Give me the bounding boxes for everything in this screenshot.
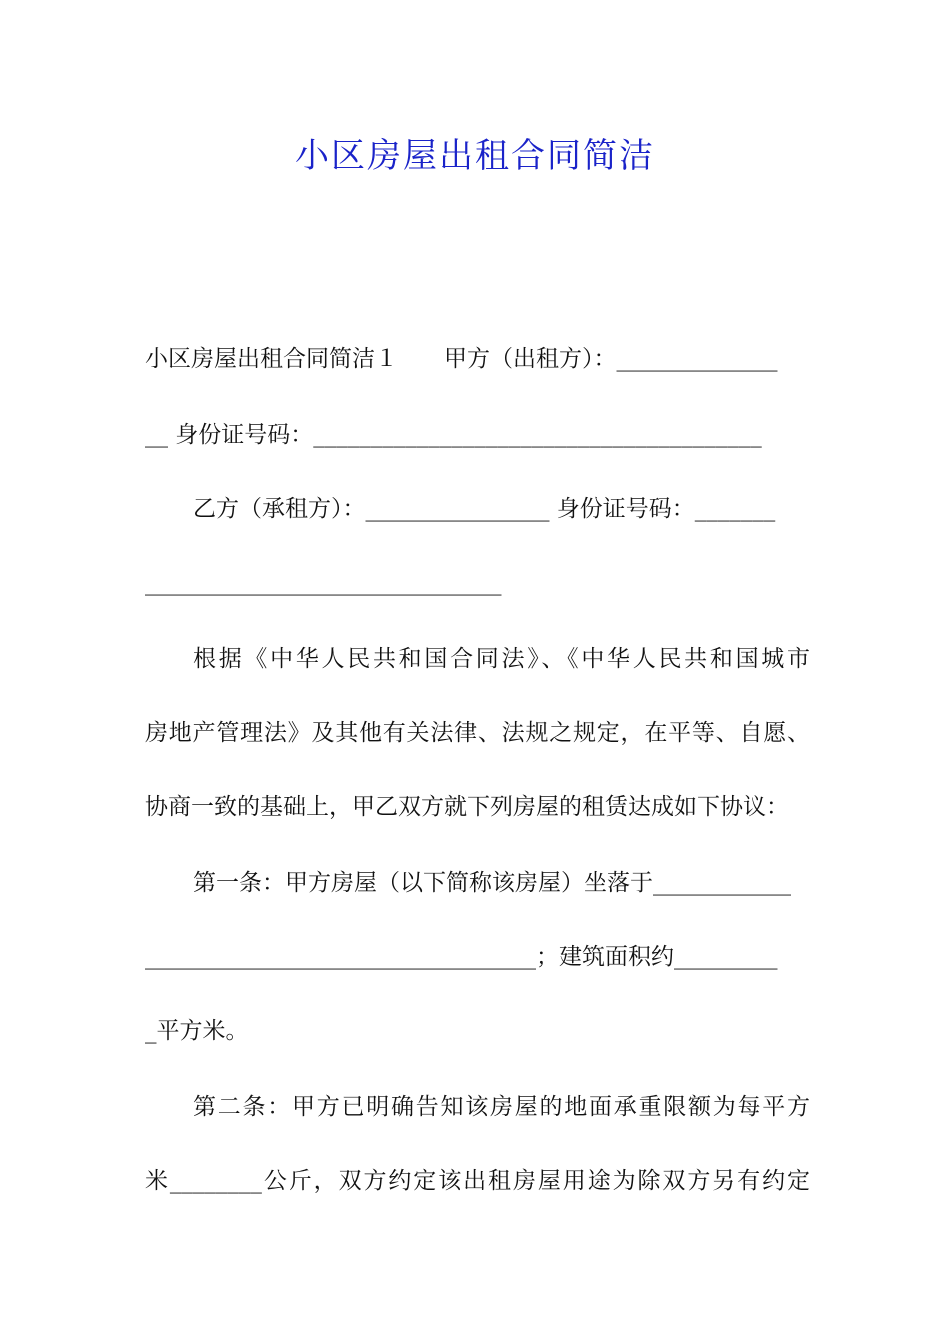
line-1 [145, 344, 810, 374]
paragraph-line-5: 根据《中华人民共和国合同法》、《中华人民共和国城市 [193, 646, 810, 672]
line-2: __ 身份证号码：_______________________________________ [145, 422, 762, 448]
article-1-line-2: __________________________________；建筑面积约_________ [145, 944, 778, 970]
article-1-line-1: 第一条：甲方房屋（以下简称该房屋）坐落于____________ [193, 870, 791, 896]
line-1-heading: 小区房屋出租合同简洁１ [145, 346, 398, 372]
line-4: _______________________________ [145, 570, 502, 596]
line-1-party-a: 甲方（出租方）：______________ [444, 346, 778, 372]
article-2-line-2: 米________公斤，双方约定该出租房屋用途为除双方另有约定 [145, 1168, 810, 1194]
document-title: 小区房屋出租合同简洁 [295, 136, 655, 176]
article-2-line-1: 第二条：甲方已明确告知该房屋的地面承重限额为每平方 [193, 1094, 810, 1120]
paragraph-line-7: 协商一致的基础上，甲乙双方就下列房屋的租赁达成如下协议： [145, 794, 789, 820]
article-1-line-3: _平方米。 [145, 1018, 249, 1044]
line-3: 乙方（承租方）：________________ 身份证号码：_______ [193, 496, 776, 522]
paragraph-line-6: 房地产管理法》及其他有关法律、法规之规定，在平等、自愿、 [145, 720, 810, 746]
